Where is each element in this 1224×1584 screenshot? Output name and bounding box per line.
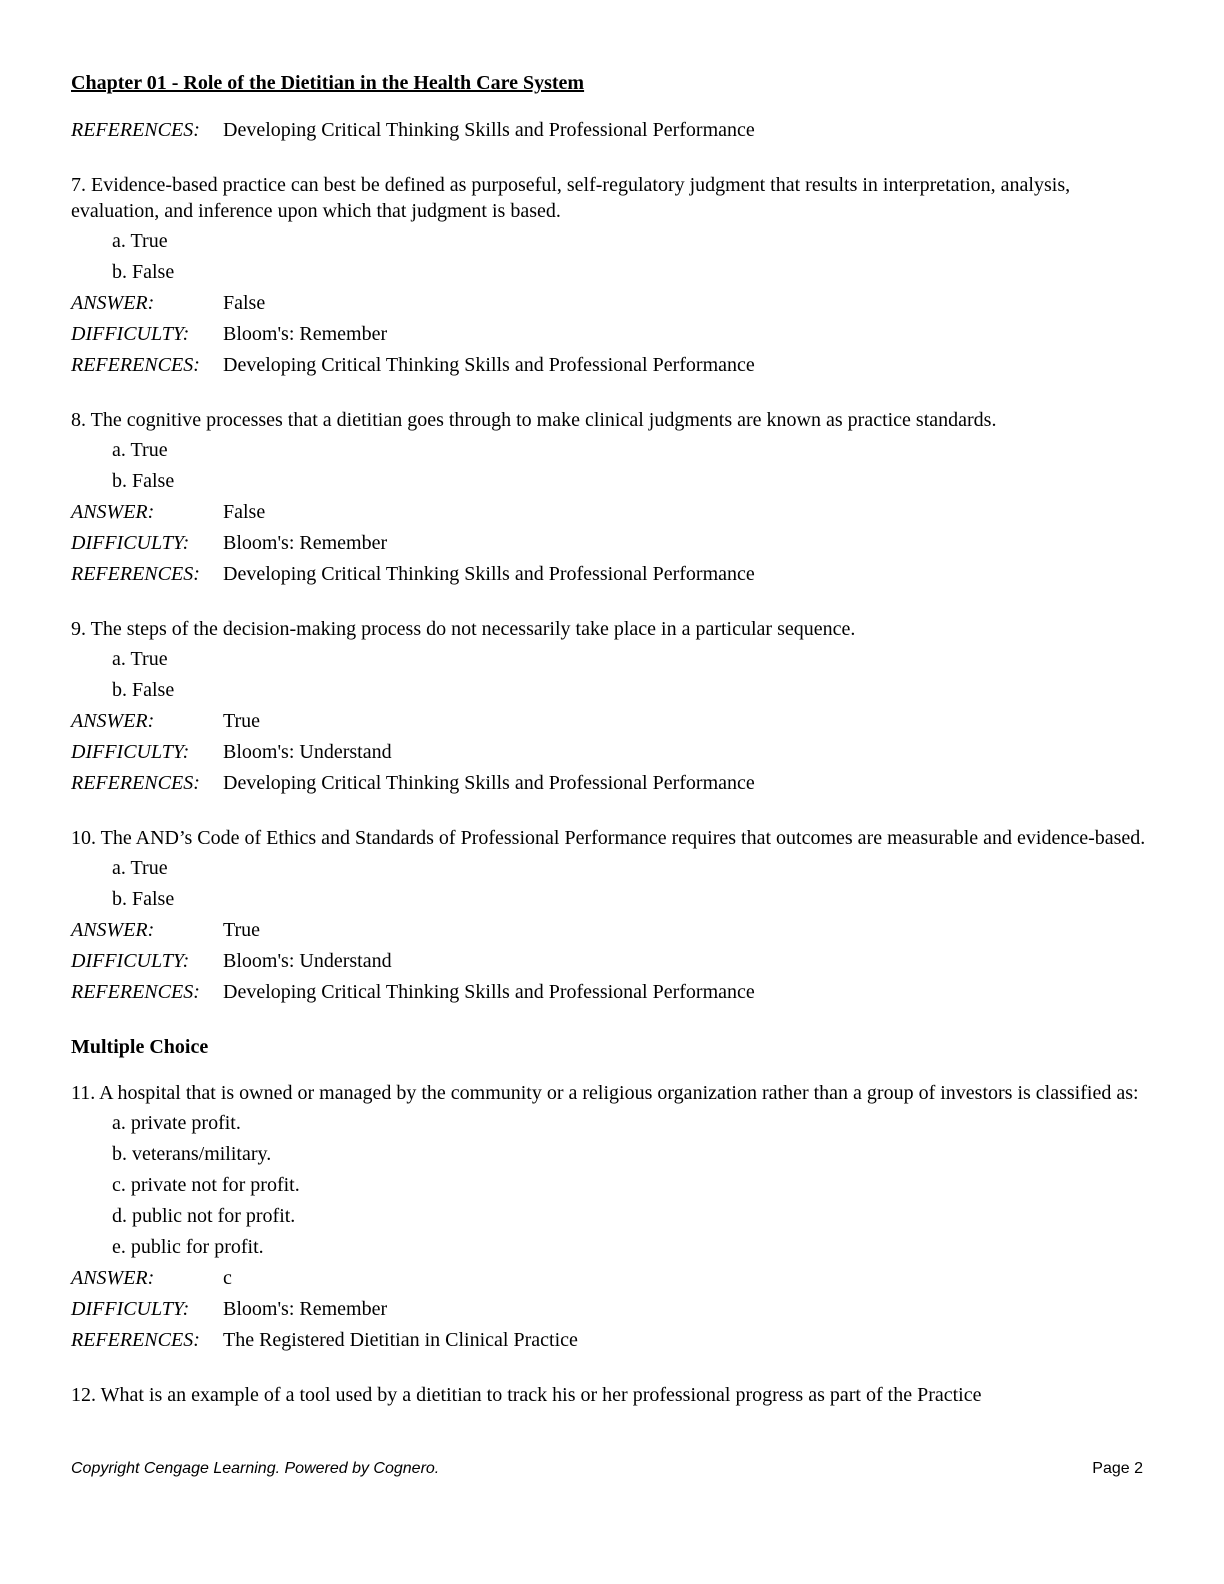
- question-10: [71, 825, 1151, 1008]
- question-text: 7. Evidence-based practice can best be defined as purposeful, self-regulatory judgment that results in interpretation, analysis, evaluation, and inference upon which that judgment is based.: [71, 174, 1071, 222]
- answer-label: ANSWER:: [71, 919, 155, 941]
- question-12-text: 12. What is an example of a tool used by a dietitian to track his or her professional progress as part of the Practice: [71, 1384, 982, 1406]
- difficulty-value: Bloom's: Understand: [223, 950, 392, 972]
- answer-row: [71, 915, 1151, 946]
- difficulty-label: DIFFICULTY:: [71, 532, 190, 554]
- answer-value: True: [223, 710, 261, 732]
- answer-label: ANSWER:: [71, 501, 155, 523]
- option-a: a. True: [112, 230, 168, 252]
- references-value: Developing Critical Thinking Skills and Professional Performance: [223, 354, 755, 376]
- references-row: [71, 350, 1151, 381]
- answer-label: ANSWER:: [71, 1267, 155, 1289]
- question-9: [71, 616, 1151, 799]
- references-row: [71, 768, 1151, 799]
- option-b: b. False: [112, 888, 175, 910]
- references-row: [71, 1325, 1151, 1356]
- references-value: Developing Critical Thinking Skills and Professional Performance: [223, 772, 755, 794]
- references-value: Developing Critical Thinking Skills and Professional Performance: [223, 563, 755, 585]
- question-7: [71, 172, 1151, 381]
- difficulty-label: DIFFICULTY:: [71, 323, 190, 345]
- option-b: b. veterans/military.: [112, 1143, 272, 1165]
- answer-value: False: [223, 501, 266, 523]
- page-footer: [71, 1460, 1143, 1478]
- question-text: 9. The steps of the decision-making process do not necessarily take place in a particular sequence.: [71, 618, 856, 640]
- section-heading: Multiple Choice: [71, 1036, 209, 1058]
- option-b: b. False: [112, 261, 175, 283]
- answer-row: [71, 288, 1151, 319]
- question-text: 8. The cognitive processes that a dietitian goes through to make clinical judgments are known as practice standards.: [71, 409, 997, 431]
- difficulty-label: DIFFICULTY:: [71, 1298, 190, 1320]
- answer-value: True: [223, 919, 261, 941]
- difficulty-label: DIFFICULTY:: [71, 950, 190, 972]
- question-text: 11. A hospital that is owned or managed by the community or a religious organization rather than a group of investors is classified as:: [71, 1082, 1139, 1104]
- question-11: [71, 1080, 1151, 1356]
- top-references-row: [71, 115, 1151, 146]
- references-label: REFERENCES:: [71, 119, 200, 141]
- references-label: REFERENCES:: [71, 772, 200, 794]
- difficulty-row: [71, 737, 1151, 768]
- answer-row: [71, 1263, 1151, 1294]
- difficulty-value: Bloom's: Understand: [223, 741, 392, 763]
- question-8: [71, 407, 1151, 590]
- references-label: REFERENCES:: [71, 354, 200, 376]
- option-b: b. False: [112, 470, 175, 492]
- difficulty-value: Bloom's: Remember: [223, 532, 388, 554]
- question-text: 10. The AND’s Code of Ethics and Standards of Professional Performance requires that outcomes are measurable and evidence-based.: [71, 827, 1146, 849]
- option-d: d. public not for profit.: [112, 1205, 296, 1227]
- difficulty-label: DIFFICULTY:: [71, 741, 190, 763]
- answer-value: False: [223, 292, 266, 314]
- option-a: a. True: [112, 439, 168, 461]
- difficulty-row: [71, 528, 1151, 559]
- answer-row: [71, 497, 1151, 528]
- answer-row: [71, 706, 1151, 737]
- chapter-title: Chapter 01 - Role of the Dietitian in the Health Care System: [71, 72, 585, 94]
- option-a: a. True: [112, 857, 168, 879]
- references-row: [71, 559, 1151, 590]
- difficulty-value: Bloom's: Remember: [223, 323, 388, 345]
- option-b: b. False: [112, 679, 175, 701]
- document-page: [71, 68, 1151, 1408]
- references-label: REFERENCES:: [71, 563, 200, 585]
- difficulty-value: Bloom's: Remember: [223, 1298, 388, 1320]
- option-a: a. True: [112, 648, 168, 670]
- answer-label: ANSWER:: [71, 710, 155, 732]
- references-label: REFERENCES:: [71, 981, 200, 1003]
- references-label: REFERENCES:: [71, 1329, 200, 1351]
- option-c: c. private not for profit.: [112, 1174, 300, 1196]
- answer-label: ANSWER:: [71, 292, 155, 314]
- answer-value: c: [223, 1267, 232, 1289]
- copyright-text: Copyright Cengage Learning. Powered by Cognero.: [71, 1460, 440, 1477]
- page-number: Page 2: [1092, 1460, 1143, 1477]
- references-value: Developing Critical Thinking Skills and Professional Performance: [223, 981, 755, 1003]
- difficulty-row: [71, 319, 1151, 350]
- difficulty-row: [71, 1294, 1151, 1325]
- references-value: Developing Critical Thinking Skills and Professional Performance: [223, 119, 755, 141]
- option-e: e. public for profit.: [112, 1236, 264, 1258]
- references-value: The Registered Dietitian in Clinical Practice: [223, 1329, 578, 1351]
- option-a: a. private profit.: [112, 1112, 241, 1134]
- difficulty-row: [71, 946, 1151, 977]
- references-row: [71, 977, 1151, 1008]
